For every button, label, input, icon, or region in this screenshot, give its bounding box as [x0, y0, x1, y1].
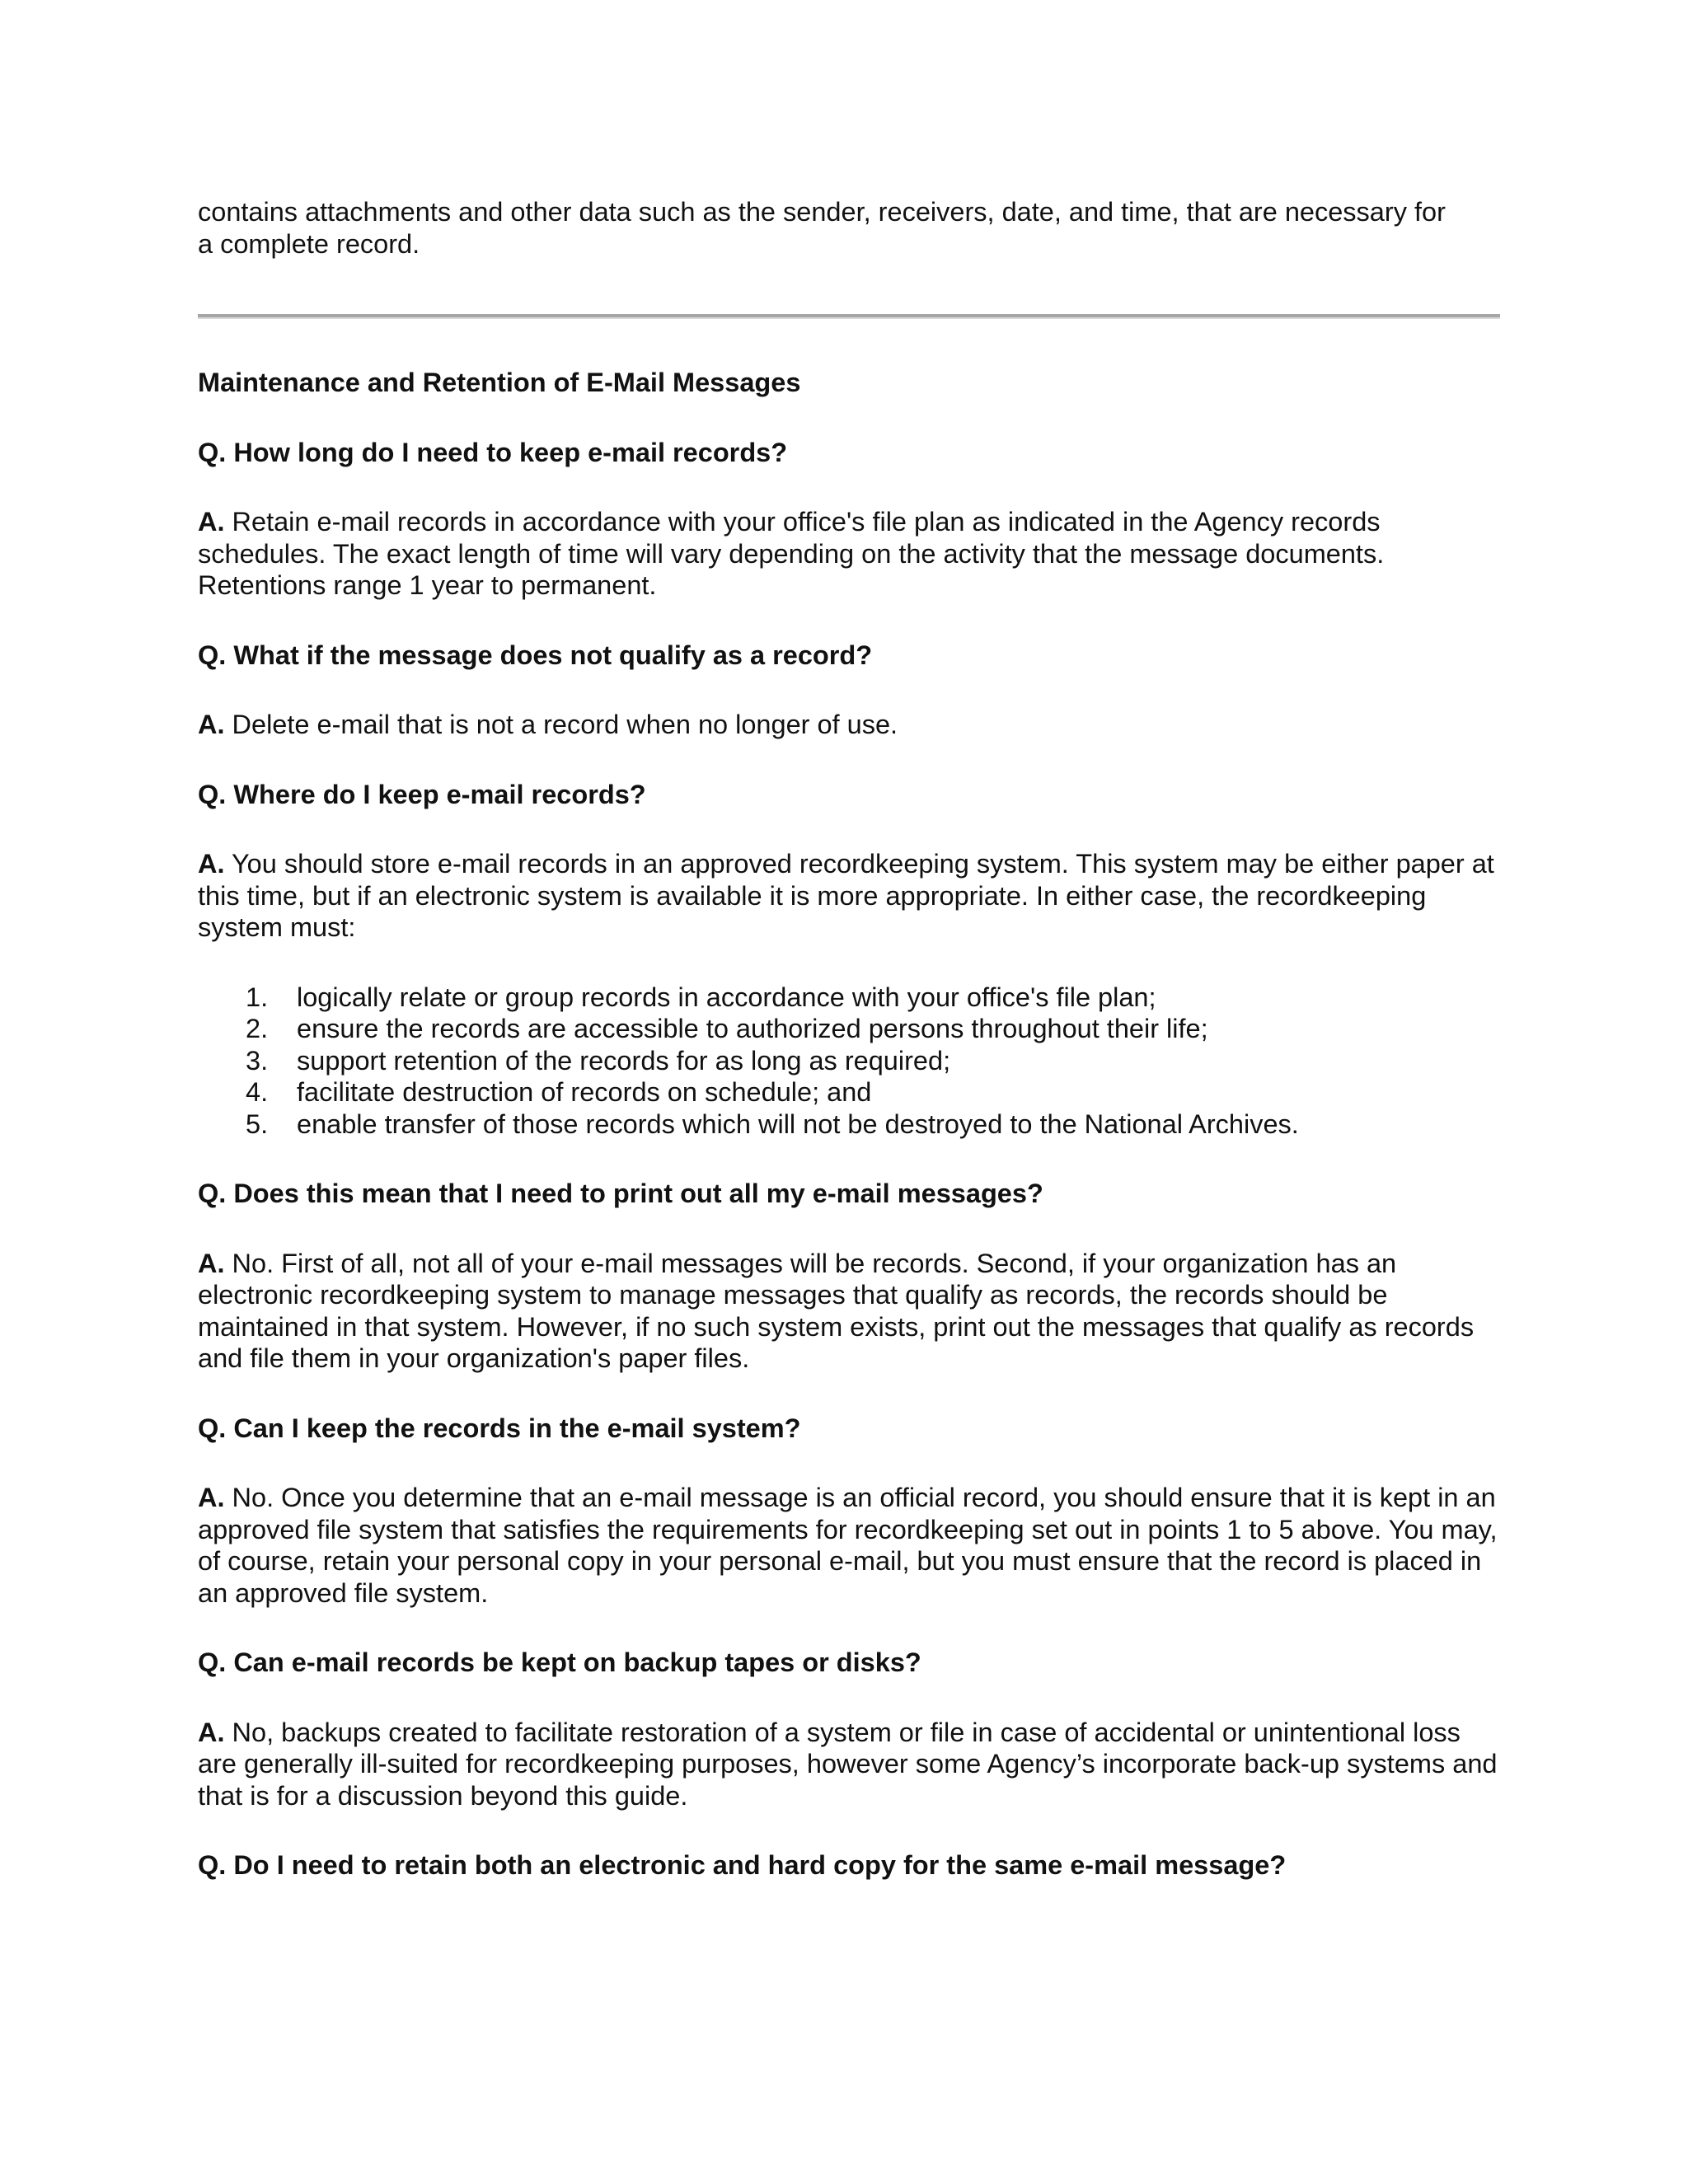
answer-text: Delete e-mail that is not a record when no longer of use. [224, 710, 898, 739]
list-item-number: 3. [246, 1045, 269, 1076]
list-item-text: facilitate destruction of records on schedule; and [297, 1077, 872, 1107]
intro-text-line-1: contains attachments and other data such as the sender, receivers, date, and time, that are necessary for [198, 197, 1446, 227]
answer-lead: A. [198, 1248, 225, 1278]
list-item-text: ensure the records are accessible to authorized persons throughout their life; [297, 1014, 1208, 1043]
answer-keep-duration [198, 506, 1500, 602]
answer-text: You should store e-mail records in an approved recordkeeping system. This system may be either paper at this time, but if an electronic system is available it is more appropriate. In either case, the recordkeeping system must: [198, 849, 1494, 942]
list-item-text: logically relate or group records in accordance with your office's file plan; [297, 982, 1156, 1012]
intro-text-line-2: a complete record. [198, 228, 420, 259]
answer-text: No. Once you determine that an e-mail message is an official record, you should ensure that it is kept in an approved file system that satisfies the requirements for recordkeeping set out in points 1 to 5 above. You may, of course, retain your personal copy in your personal e-mail, but you must ensure that the record is placed in an approved file system. [198, 1483, 1498, 1608]
list-item-number: 1. [246, 982, 269, 1012]
answer-backup-tapes [198, 1717, 1500, 1812]
answer-lead: A. [198, 1717, 225, 1747]
list-item [198, 982, 1500, 1014]
list-item [198, 1013, 1500, 1045]
horizontal-rule [198, 314, 1500, 319]
answer-lead: A. [198, 1483, 225, 1512]
answer-keep-in-email-system [198, 1482, 1500, 1609]
section-heading: Maintenance and Retention of E-Mail Messages [198, 368, 801, 397]
answer-print-messages [198, 1248, 1500, 1375]
recordkeeping-requirements-list [198, 982, 1500, 1141]
answer-where-keep [198, 848, 1500, 944]
question-keep-duration: Q. How long do I need to keep e-mail records? [198, 437, 788, 467]
answer-lead: A. [198, 507, 225, 537]
list-item-number: 4. [246, 1077, 269, 1107]
answer-text: No. First of all, not all of your e-mail messages will be records. Second, if your organization has an electronic recordkeeping system to manage messages that qualify as records, the records should be maintained in that system. However, if no such system exists, print out the messages that qualify as records and file them in your organization's paper files. [198, 1248, 1475, 1373]
list-item-number: 5. [246, 1108, 269, 1139]
question-keep-in-email-system: Q. Can I keep the records in the e-mail system? [198, 1413, 801, 1443]
question-electronic-and-hard-copy: Q. Do I need to retain both an electronic and hard copy for the same e-mail message? [198, 1850, 1287, 1880]
question-where-keep: Q. Where do I keep e-mail records? [198, 779, 646, 809]
list-item-text: enable transfer of those records which will not be destroyed to the National Archives. [297, 1108, 1299, 1139]
answer-lead: A. [198, 710, 225, 739]
answer-text: No, backups created to facilitate restoration of a system or file in case of accidental or unintentional loss are generally ill-suited for recordkeeping purposes, however some Agency’s incorporate back-up systems and that is for a discussion beyond this guide. [198, 1717, 1498, 1811]
document-page [198, 196, 1500, 1919]
list-item-text: support retention of the records for as long as required; [297, 1045, 951, 1076]
question-backup-tapes: Q. Can e-mail records be kept on backup tapes or disks? [198, 1647, 921, 1677]
question-print-messages: Q. Does this mean that I need to print out all my e-mail messages? [198, 1179, 1043, 1208]
list-item [198, 1076, 1500, 1108]
question-not-record: Q. What if the message does not qualify as a record? [198, 640, 873, 670]
list-item [198, 1045, 1500, 1077]
answer-lead: A. [198, 849, 225, 879]
answer-not-record [198, 709, 1500, 741]
intro-paragraph [198, 196, 1500, 260]
list-item [198, 1108, 1500, 1141]
list-item-number: 2. [246, 1014, 269, 1043]
answer-text: Retain e-mail records in accordance with your office's file plan as indicated in the Agency records schedules. The exact length of time will vary depending on the activity that the message documents. Retentions range 1 year to permanent. [198, 507, 1385, 600]
